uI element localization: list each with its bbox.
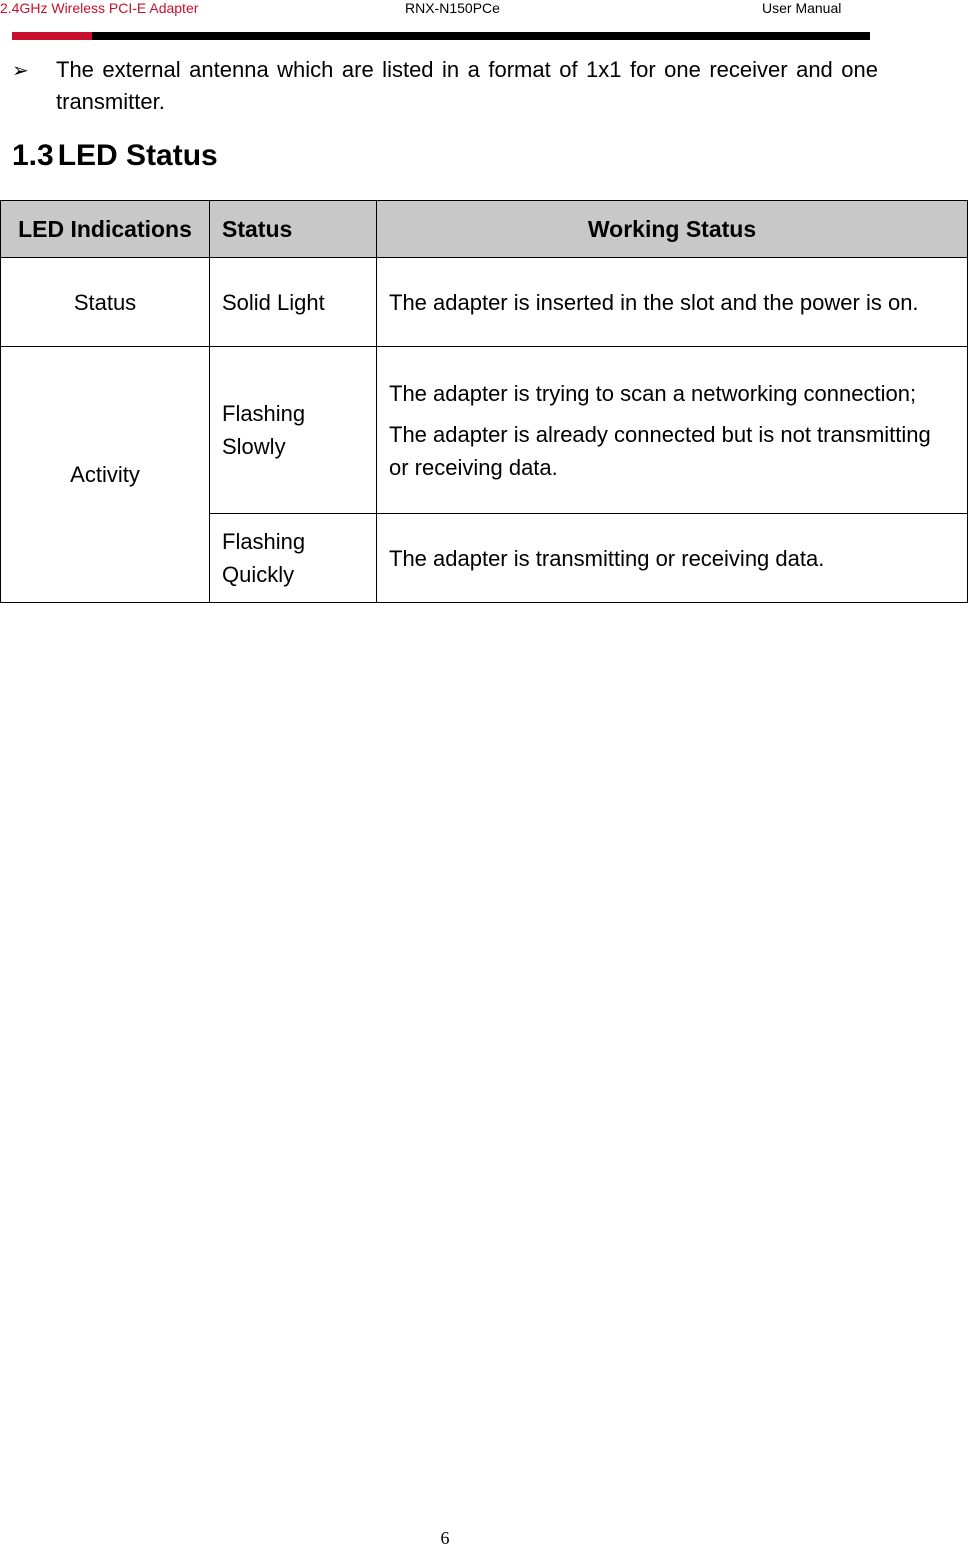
header-rule [12, 32, 870, 40]
arrow-bullet-icon: ➢ [12, 58, 29, 82]
table-row [1, 347, 968, 514]
led-status-table [0, 200, 968, 603]
page-header [0, 0, 870, 18]
working-status-text: The adapter is already connected but is not transmitting or receiving data. [389, 421, 931, 480]
section-number: 1.3 [12, 139, 54, 172]
working-status-text: The adapter is trying to scan a networking connection; [389, 380, 917, 406]
status-cell: Flashing Slowly [210, 347, 377, 514]
working-status-text: The adapter is inserted in the slot and the power is on. [389, 289, 919, 315]
working-status-cell [377, 347, 968, 514]
led-indication-cell: Status [1, 258, 210, 347]
bullet-item [12, 54, 878, 118]
status-cell: Solid Light [210, 258, 377, 347]
status-cell: Flashing Quickly [210, 514, 377, 603]
header-doc-type: User Manual [762, 0, 842, 16]
table-header-row [1, 201, 968, 258]
working-status-text: The adapter is transmitting or receiving data. [389, 545, 825, 571]
working-status-cell [377, 514, 968, 603]
page-number: 6 [440, 1528, 450, 1548]
column-header: LED Indications [1, 201, 210, 258]
section-heading [12, 136, 218, 176]
led-indication-cell: Activity [1, 347, 210, 603]
bullet-text: The external antenna which are listed in a format of 1x1 for one receiver and one transmitter. [56, 57, 878, 114]
column-header: Status [210, 201, 377, 258]
header-rule-accent [12, 32, 92, 40]
header-product-type: 2.4GHz Wireless PCI-E Adapter [0, 0, 199, 16]
table-row [1, 258, 968, 347]
working-status-cell [377, 258, 968, 347]
column-header: Working Status [377, 201, 968, 258]
section-title: LED Status [57, 139, 218, 172]
header-model: RNX-N150PCe [405, 0, 500, 16]
